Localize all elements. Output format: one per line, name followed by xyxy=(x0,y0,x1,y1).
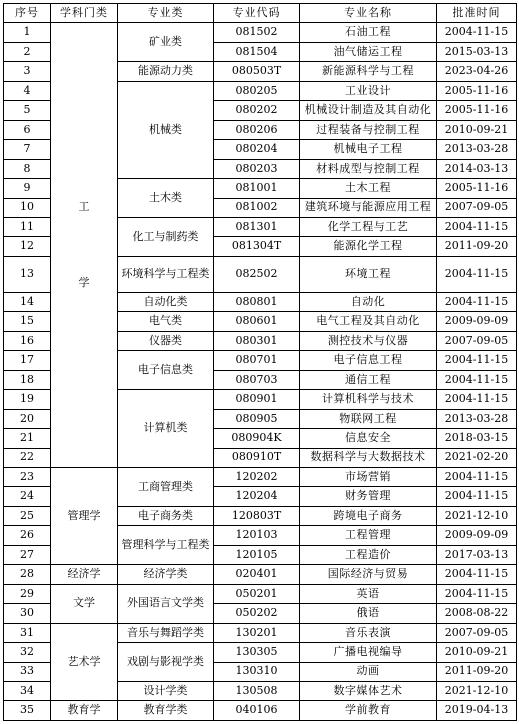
seq-cell: 17 xyxy=(4,351,51,370)
name-cell: 新能源科学与工程 xyxy=(300,62,437,81)
date-cell: 2021-12-10 xyxy=(437,681,517,700)
seq-cell: 11 xyxy=(4,217,51,236)
code-cell: 080204 xyxy=(214,140,300,159)
name-cell: 过程装备与控制工程 xyxy=(300,120,437,139)
class-cell: 工商管理类 xyxy=(118,467,214,506)
seq-cell: 24 xyxy=(4,487,51,506)
date-cell: 2004-11-15 xyxy=(437,487,517,506)
seq-cell: 6 xyxy=(4,120,51,139)
discipline-label: 学 xyxy=(78,275,90,289)
seq-cell: 31 xyxy=(4,623,51,642)
code-cell: 050201 xyxy=(214,584,300,603)
name-cell: 工程造价 xyxy=(300,545,437,564)
date-cell: 2007-09-05 xyxy=(437,331,517,350)
discipline-cell: 教育学 xyxy=(51,701,118,721)
header-discipline: 学科门类 xyxy=(51,4,118,23)
date-cell: 2007-09-05 xyxy=(437,623,517,642)
class-cell: 能源动力类 xyxy=(118,62,214,81)
date-cell: 2021-12-10 xyxy=(437,506,517,525)
name-cell: 能源化学工程 xyxy=(300,237,437,256)
date-cell: 2004-11-15 xyxy=(437,292,517,311)
code-cell: 080301 xyxy=(214,331,300,350)
date-cell: 2015-03-13 xyxy=(437,42,517,61)
class-cell: 戏剧与影视学类 xyxy=(118,643,214,682)
date-cell: 2004-11-15 xyxy=(437,217,517,236)
date-cell: 2004-11-15 xyxy=(437,390,517,409)
class-cell: 教育学类 xyxy=(118,701,214,721)
seq-cell: 23 xyxy=(4,467,51,486)
code-cell: 080910T xyxy=(214,448,300,467)
code-cell: 080703 xyxy=(214,370,300,389)
code-cell: 081304T xyxy=(214,237,300,256)
date-cell: 2018-03-15 xyxy=(437,429,517,448)
header-major-class: 专业类 xyxy=(118,4,214,23)
code-cell: 130508 xyxy=(214,681,300,700)
name-cell: 电气工程及其自动化 xyxy=(300,312,437,331)
code-cell: 050202 xyxy=(214,604,300,623)
table-row xyxy=(4,23,517,42)
header-code: 专业代码 xyxy=(214,4,300,23)
class-cell: 电气类 xyxy=(118,312,214,331)
name-cell: 国际经济与贸易 xyxy=(300,565,437,584)
seq-cell: 19 xyxy=(4,390,51,409)
class-cell: 管理科学与工程类 xyxy=(118,526,214,565)
discipline-cell xyxy=(51,23,118,468)
class-cell: 环境科学与工程类 xyxy=(118,256,214,292)
date-cell: 2017-03-13 xyxy=(437,545,517,564)
table-row xyxy=(4,623,517,642)
name-cell: 物联网工程 xyxy=(300,409,437,428)
discipline-label: 工 xyxy=(78,199,90,213)
seq-cell: 34 xyxy=(4,681,51,700)
header-seq: 序号 xyxy=(4,4,51,23)
name-cell: 材料成型与控制工程 xyxy=(300,159,437,178)
name-cell: 通信工程 xyxy=(300,370,437,389)
date-cell: 2023-04-26 xyxy=(437,62,517,81)
seq-cell: 13 xyxy=(4,256,51,292)
seq-cell: 14 xyxy=(4,292,51,311)
date-cell: 2004-11-15 xyxy=(437,256,517,292)
name-cell: 工业设计 xyxy=(300,81,437,100)
date-cell: 2011-09-20 xyxy=(437,237,517,256)
date-cell: 2014-03-13 xyxy=(437,159,517,178)
code-cell: 080905 xyxy=(214,409,300,428)
name-cell: 化学工程与工艺 xyxy=(300,217,437,236)
name-cell: 测控技术与仪器 xyxy=(300,331,437,350)
date-cell: 2004-11-15 xyxy=(437,370,517,389)
date-cell: 2004-11-15 xyxy=(437,23,517,42)
name-cell: 英语 xyxy=(300,584,437,603)
seq-cell: 2 xyxy=(4,42,51,61)
majors-table xyxy=(3,3,517,721)
code-cell: 130310 xyxy=(214,662,300,681)
date-cell: 2007-09-05 xyxy=(437,198,517,217)
seq-cell: 20 xyxy=(4,409,51,428)
seq-cell: 10 xyxy=(4,198,51,217)
code-cell: 081301 xyxy=(214,217,300,236)
date-cell: 2010-09-21 xyxy=(437,120,517,139)
name-cell: 跨境电子商务 xyxy=(300,506,437,525)
seq-cell: 27 xyxy=(4,545,51,564)
table-row xyxy=(4,584,517,603)
seq-cell: 7 xyxy=(4,140,51,159)
date-cell: 2010-09-21 xyxy=(437,643,517,662)
class-cell: 化工与制药类 xyxy=(118,217,214,256)
date-cell: 2004-11-15 xyxy=(437,584,517,603)
class-cell: 电子信息类 xyxy=(118,351,214,390)
name-cell: 学前教育 xyxy=(300,701,437,721)
code-cell: 130201 xyxy=(214,623,300,642)
header-name: 专业名称 xyxy=(300,4,437,23)
date-cell: 2013-03-28 xyxy=(437,140,517,159)
code-cell: 080503T xyxy=(214,62,300,81)
class-cell: 仪器类 xyxy=(118,331,214,350)
name-cell: 工程管理 xyxy=(300,526,437,545)
name-cell: 建筑环境与能源应用工程 xyxy=(300,198,437,217)
code-cell: 130305 xyxy=(214,643,300,662)
class-cell: 计算机类 xyxy=(118,390,214,468)
date-cell: 2021-02-20 xyxy=(437,448,517,467)
name-cell: 数据科学与大数据技术 xyxy=(300,448,437,467)
seq-cell: 21 xyxy=(4,429,51,448)
seq-cell: 16 xyxy=(4,331,51,350)
class-cell: 设计学类 xyxy=(118,681,214,700)
date-cell: 2005-11-16 xyxy=(437,101,517,120)
date-cell: 2009-09-09 xyxy=(437,312,517,331)
header-row xyxy=(4,4,517,23)
date-cell: 2011-09-20 xyxy=(437,662,517,681)
seq-cell: 12 xyxy=(4,237,51,256)
code-cell: 080206 xyxy=(214,120,300,139)
date-cell: 2005-11-16 xyxy=(437,81,517,100)
table-row xyxy=(4,701,517,721)
seq-cell: 5 xyxy=(4,101,51,120)
seq-cell: 22 xyxy=(4,448,51,467)
code-cell: 120103 xyxy=(214,526,300,545)
code-cell: 080904K xyxy=(214,429,300,448)
name-cell: 动画 xyxy=(300,662,437,681)
class-cell: 土木类 xyxy=(118,179,214,218)
code-cell: 120803T xyxy=(214,506,300,525)
name-cell: 电子信息工程 xyxy=(300,351,437,370)
seq-cell: 18 xyxy=(4,370,51,389)
code-cell: 081001 xyxy=(214,179,300,198)
code-cell: 080203 xyxy=(214,159,300,178)
seq-cell: 3 xyxy=(4,62,51,81)
seq-cell: 26 xyxy=(4,526,51,545)
date-cell: 2013-03-28 xyxy=(437,409,517,428)
code-cell: 020401 xyxy=(214,565,300,584)
name-cell: 机械电子工程 xyxy=(300,140,437,159)
code-cell: 080901 xyxy=(214,390,300,409)
header-date: 批准时间 xyxy=(437,4,517,23)
class-cell: 音乐与舞蹈学类 xyxy=(118,623,214,642)
seq-cell: 32 xyxy=(4,643,51,662)
seq-cell: 28 xyxy=(4,565,51,584)
class-cell: 机械类 xyxy=(118,81,214,178)
class-cell: 外国语言文学类 xyxy=(118,584,214,623)
code-cell: 080801 xyxy=(214,292,300,311)
discipline-cell: 管理学 xyxy=(51,467,118,564)
code-cell: 080701 xyxy=(214,351,300,370)
seq-cell: 9 xyxy=(4,179,51,198)
code-cell: 080205 xyxy=(214,81,300,100)
code-cell: 082502 xyxy=(214,256,300,292)
name-cell: 财务管理 xyxy=(300,487,437,506)
code-cell: 120105 xyxy=(214,545,300,564)
seq-cell: 29 xyxy=(4,584,51,603)
date-cell: 2004-11-15 xyxy=(437,351,517,370)
class-cell: 矿业类 xyxy=(118,23,214,62)
discipline-cell: 经济学 xyxy=(51,565,118,584)
date-cell: 2004-11-15 xyxy=(437,467,517,486)
name-cell: 油气储运工程 xyxy=(300,42,437,61)
date-cell: 2004-11-15 xyxy=(437,565,517,584)
seq-cell: 25 xyxy=(4,506,51,525)
code-cell: 081502 xyxy=(214,23,300,42)
class-cell: 电子商务类 xyxy=(118,506,214,525)
code-cell: 080202 xyxy=(214,101,300,120)
code-cell: 120202 xyxy=(214,467,300,486)
name-cell: 数字媒体艺术 xyxy=(300,681,437,700)
date-cell: 2009-09-09 xyxy=(437,526,517,545)
discipline-cell: 艺术学 xyxy=(51,623,118,701)
seq-cell: 1 xyxy=(4,23,51,42)
seq-cell: 33 xyxy=(4,662,51,681)
code-cell: 040106 xyxy=(214,701,300,721)
seq-cell: 8 xyxy=(4,159,51,178)
name-cell: 计算机科学与技术 xyxy=(300,390,437,409)
name-cell: 信息安全 xyxy=(300,429,437,448)
code-cell: 081002 xyxy=(214,198,300,217)
name-cell: 土木工程 xyxy=(300,179,437,198)
seq-cell: 4 xyxy=(4,81,51,100)
class-cell: 经济学类 xyxy=(118,565,214,584)
class-cell: 自动化类 xyxy=(118,292,214,311)
code-cell: 080601 xyxy=(214,312,300,331)
date-cell: 2005-11-16 xyxy=(437,179,517,198)
name-cell: 俄语 xyxy=(300,604,437,623)
name-cell: 自动化 xyxy=(300,292,437,311)
table-row xyxy=(4,467,517,486)
seq-cell: 15 xyxy=(4,312,51,331)
date-cell: 2008-08-22 xyxy=(437,604,517,623)
name-cell: 环境工程 xyxy=(300,256,437,292)
name-cell: 石油工程 xyxy=(300,23,437,42)
name-cell: 机械设计制造及其自动化 xyxy=(300,101,437,120)
table-row xyxy=(4,565,517,584)
name-cell: 音乐表演 xyxy=(300,623,437,642)
name-cell: 市场营销 xyxy=(300,467,437,486)
seq-cell: 35 xyxy=(4,701,51,721)
discipline-cell: 文学 xyxy=(51,584,118,623)
code-cell: 081504 xyxy=(214,42,300,61)
date-cell: 2019-04-13 xyxy=(437,701,517,721)
seq-cell: 30 xyxy=(4,604,51,623)
name-cell: 广播电视编导 xyxy=(300,643,437,662)
code-cell: 120204 xyxy=(214,487,300,506)
